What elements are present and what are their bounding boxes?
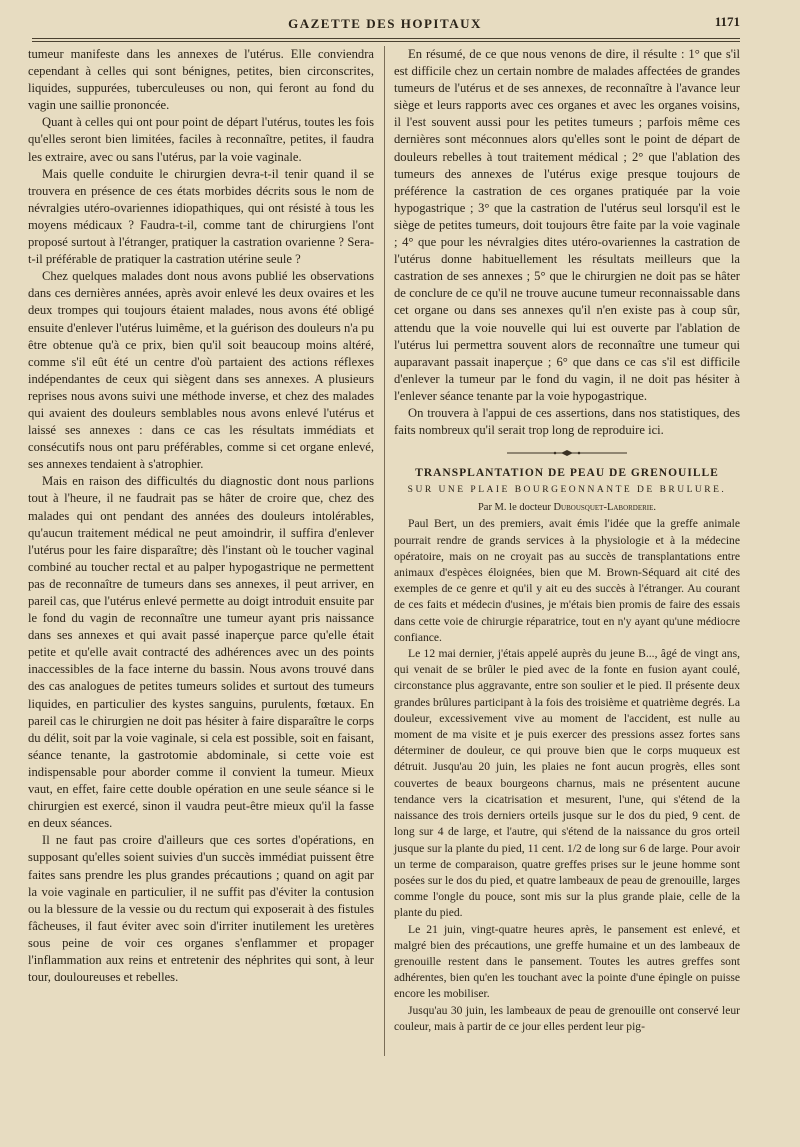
paragraph: tumeur manifeste dans les annexes de l'utérus. Elle conviendra cependant à celles qui sont bénignes, petites, bien circonscrites, liquides, suppurées, tuberculeuses ou non, qui feront au fond du vagin une saillie prononcée. [28,47,374,113]
section-ornament [507,449,627,457]
paragraph: Le 12 mai dernier, j'étais appelé auprès du jeune B..., âgé de vingt ans, qui venait de se brûler le pied avec de la fonte en fusion ayant coulé, circonstance plus aggravante, entre son soulier et le pied. Il présente deux grandes brûlures participant à la fois des troisième et quatrième degrés. La douleur, excessivement vive au moment de l'accident, est nulle au moment de ma visite et je puis exercer des pressions assez fortes sans déterminer de douleur, ce qui prouve bien que le corps muqueux est détruit. Jusqu'au 20 juin, les plaies ne font aucun progrès, elles sont couvertes de beaux bourgeons charnus, mais ne présentent aucune tendance vers la cicatrisation et mesurent, l'une, qui s'étend de la naissance des trois derniers orteils jusque sur le dos du pied, 9 cent. de long sur 4 de large, et l'autre, qui s'étend de la naissance du gros orteil jusque sur la plante du pied, 11 cent. 1/2 de long sur 6 de large. Pour avoir un terme de comparaison, quatre greffes prises sur le jeune homme sont posées sur le dos du pied, et quatre lambeaux de peau de grenouille, larges comme l'ongle du pouce, sont mis sur la plus grande plaie, celle de la plante du pied. [394,647,740,920]
page-header [30,10,740,34]
paragraph: Chez quelques malades dont nous avons publié les observations dans ces dernières années, après avoir enlevé les deux ovaires et les deux trompes qui toujours étaient malades, nous avons été obligé ensuite d'enlever l'utérus luimême, et la guérison des douleurs n'a pu être obtenue qu'à ce prix, bien qu'il soit beaucoup moins altéré, comme s'il eût été un centre d'où partaient des actions réflexes indépendantes de ceux qui siègent dans ses annexes. A plusieurs reprises nous avons suivi une méthode inverse, et chez des malades qui avaient des douleurs semblables nous avons enlevé l'utérus et laissé ses annexes : dans ce cas les résultats immédiats et consécutifs nous ont paru préférables, comme si cet organe enlevé, ses annexes tendaient à s'atrophier. [28,269,374,472]
paragraph: Paul Bert, un des premiers, avait émis l'idée que la greffe animale pourrait rendre de grands services à la physiologie et à la médecine opératoire, mais on ne croyait pas au succès de transplantations entre animaux d'espèces éloignées, bien que M. Brown-Séquard ait cité des exemples de ce genre et qu'il y ait eu des succès à l'étranger. Au courant de ces faits et médecin d'usines, je m'étais bien promis de faire des essais dans cette voie de chirurgie réparatrice, tout en n'y ayant qu'une médiocre confiance. [394,517,740,644]
paragraph: Jusqu'au 30 juin, les lambeaux de peau de grenouille ont conservé leur couleur, mais à partir de ce jour elles perdent leur pig- [394,1003,740,1033]
paragraph: Quant à celles qui ont pour point de départ l'utérus, toutes les fois qu'elles seront bien limitées, faciles à reconnaître, petites, il faudra les extraire, avec ou sans l'utérus, par la voie vaginale. [28,115,374,164]
paragraph: Mais en raison des difficultés du diagnostic dont nous parlions tout à l'heure, il ne faudrait pas se hâter de croire que, chez des malades qui ont pendant des années des douleurs intolérables, qu'aucun traitement médical ne peut amoindrir, il suffira d'enlever l'utérus pour les faire disparaître; dès l'instant où le toucher vaginal combiné au toucher rectal et au palper hypogastrique ne permettent pas de reconnaître de tumeurs dans ses annexes, il peut arriver, en pareil cas, que l'utérus enlevé permette au doigt introduit ensuite par le fond du vagin de reconnaître une tumeur ayant pris naissance dans ses annexes et qui avait passé inaperçue parce qu'elle était petite et qu'elle avait contracté des adhérences avec un des points inaccessibles de la face interne du bassin. Nous avons trouvé dans des cas analogues de petites tumeurs solides et surtout des tumeurs liquides, en particulier des kystes sanguins, purulents, fœtaux. En pareil cas le chirurgien ne doit pas hésiter à faire disparaître le corps du délit, soit par la voie vaginale, si cela est possible, soit en faisant, séance tenante, la gastrotomie abdominale, si cette voie est indispensable pour aborder comme il convient la tumeur. Mieux vaut, en effet, faire cette double opération en une seule séance si le chirurgien est exercé, sinon il vaudra peut-être mieux qu'il la fasse en deux séances. [28,474,374,831]
page-number: 1171 [714,14,740,29]
article-title: TRANSPLANTATION DE PEAU DE GRENOUILLE [415,467,719,480]
header-rule [32,38,740,42]
author-prefix: Par M. le docteur [477,502,551,514]
author-name: Dubousquet-Laborderie. [553,502,657,514]
paragraph: En résumé, de ce que nous venons de dire, il résulte : 1° que s'il est difficile chez un certain nombre de malades affectées de grandes tumeurs de l'utérus et de ses annexes, de reconnaître à l'avance leur siège et leurs rapports avec ces organes et avec les organes voisins, il l'est souvent aussi pour les petites tumeurs ; parfois même ces dernières sont méconnues alors qu'elles sont le point de départ de douleurs rebelles à tout traitement médical ; 2° que l'ablation des tumeurs des annexes de l'utérus exige presque toujours de préférence la castration de ces organes pratiquée par la voie hypogastrique ; 3° que la castration de l'utérus seul lorsqu'il est le siège de petites tumeurs, doit toujours être faite par la voie vaginale ; 4° que pour les névralgies dites utéro-ovariennes la castration de l'utérus donne habituellement les résultats meilleurs que la castration de ses annexes ; 5° que le chirurgien ne doit pas se hâter de conclure de ce qu'il ne trouve aucune tumeur reconnaissable dans cet organe ou dans ses annexes qu'il n'en existe pas à coup sûr, attendu que la voie nouvelle qui lui est ouverte par l'ablation de l'utérus lui permettra souvent alors de reconnaître une tumeur qui auparavant passait inaperçue ; 6° que dans ce cas s'il est difficile d'enlever la tumeur par le fond du vagin, il ne doit pas hésiter à l'enlever séance tenante par la voie hypogastrique. [394,47,740,403]
journal-title: GAZETTE DES HOPITAUX [288,16,482,31]
article-author [394,499,740,516]
left-column [28,46,374,986]
paragraph: Mais quelle conduite le chirurgien devra-t-il tenir quand il se trouvera en présence de ces états morbides décrits sous le nom de névralgies utéro-ovariennes idiopathiques, qui ont résisté à tous les moyens médicaux ? Faudra-t-il, comme tant de chirurgiens l'ont proposé surtout à l'étranger, pratiquer la castration ovarienne ? Sera-t-il préférable de pratiquer la castration utérine seule ? [28,166,374,267]
right-column [394,46,740,1035]
article-subtitle: SUR UNE PLAIE BOURGEONNANTE DE BRULURE. [407,485,727,496]
paragraph: Le 21 juin, vingt-quatre heures après, le pansement est enlevé, et malgré bien des précautions, une greffe humaine et un des lambeaux de grenouille restent dans le pansement. Toutes les autres greffes sont adhérentes, bien qu'en les touchant avec la pointe d'une épingle on puisse encore les mobiliser. [394,922,740,1001]
article-body [394,516,740,1035]
paragraph: Il ne faut pas croire d'ailleurs que ces sortes d'opérations, en supposant qu'elles soient suivies d'un succès immédiat puissent être faites sans prendre les plus grandes précautions ; quand on agit par la voie vaginale en particulier, il ne suffit pas d'éviter la contusion ou la blessure de la vessie ou du rectum qui exposerait à des fistules fâcheuses, il faut éviter avec soin d'irriter inutilement les uretères sous peine de voir ces organes s'enflammer et propager l'inflammation aux reins et entretenir des néphrites qui sont, à leur tour, douloureuses et rebelles. [28,833,374,985]
paragraph: On trouvera à l'appui de ces assertions, dans nos statistiques, des faits nombreux qu'il serait trop long de reproduire ici. [394,405,740,438]
column-divider [384,46,385,1056]
